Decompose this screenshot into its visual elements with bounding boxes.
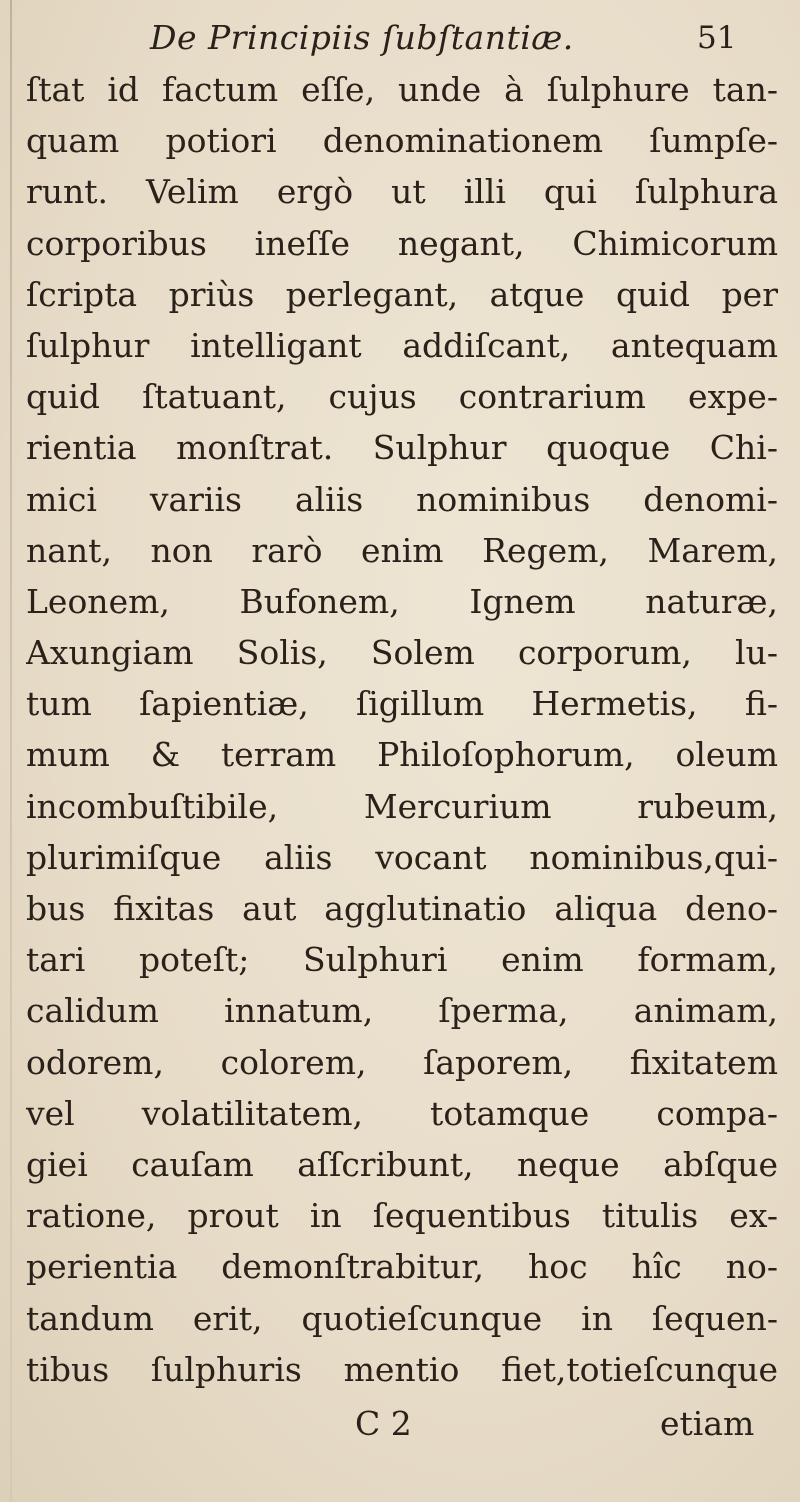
text-line: ſulphur intelligant addiſcant, antequam xyxy=(26,325,778,365)
text-line: calidum innatum, ſperma, animam, xyxy=(26,991,778,1031)
page-gutter-edge xyxy=(10,0,12,1502)
text-line: bus fixitas aut agglutinatio aliqua deno- xyxy=(26,889,778,928)
page-footer xyxy=(0,1398,800,1450)
page-header xyxy=(0,14,800,66)
page-number: 51 xyxy=(697,20,737,56)
text-line: ſtat id factum eſſe, unde à ſulphure tan- xyxy=(26,70,778,109)
text-line: rientia monſtrat. Sulphur quoque Chi- xyxy=(26,428,778,468)
text-line: odorem, colorem, ſaporem, fixitatem xyxy=(26,1042,778,1082)
text-line: vel volatilitatem, totamque compa- xyxy=(26,1093,778,1133)
text-line: ratione, prout in ſequentibus titulis ex- xyxy=(26,1196,778,1236)
text-line: corporibus ineſſe negant, Chimicorum xyxy=(26,223,778,263)
text-line: mici variis aliis nominibus denomi- xyxy=(26,479,778,519)
text-line: mum & terram Philoſophorum, oleum xyxy=(26,735,778,775)
text-line: tandum erit, quotieſcunque in ſequen- xyxy=(26,1298,778,1338)
text-line: nant, non rarò enim Regem, Marem, xyxy=(26,530,778,570)
text-line: plurimiſque aliis vocant nominibus,qui- xyxy=(26,837,778,877)
running-title: De Principiis ſubſtantiæ. xyxy=(150,18,574,57)
signature-mark: C 2 xyxy=(355,1404,412,1443)
text-line: tum ſapientiæ, ſigillum Hermetis, fi- xyxy=(26,684,778,724)
text-line: Axungiam Solis, Solem corporum, lu- xyxy=(26,633,778,673)
text-line: quam potiori denominationem ſumpſe- xyxy=(26,121,778,161)
text-line: tari poteſt; Sulphuri enim formam, xyxy=(26,940,778,980)
text-line: Leonem, Bufonem, Ignem naturæ, xyxy=(26,581,778,621)
text-line: perientia demonſtrabitur, hoc hîc no- xyxy=(26,1247,778,1287)
catchword: etiam xyxy=(660,1404,755,1443)
text-line: tibus ſulphuris mentio fiet,totieſcunque xyxy=(26,1349,778,1389)
text-line: runt. Velim ergò ut illi qui ſulphura xyxy=(26,172,778,212)
text-line: ſcripta priùs perlegant, atque quid per xyxy=(26,274,778,314)
text-line: incombuſtibile, Mercurium rubeum, xyxy=(26,786,778,826)
text-line: giei cauſam aſſcribunt, neque abſque xyxy=(26,1144,778,1184)
body-text xyxy=(26,64,778,1395)
text-line: quid ſtatuant, cujus contrarium expe- xyxy=(26,377,778,417)
